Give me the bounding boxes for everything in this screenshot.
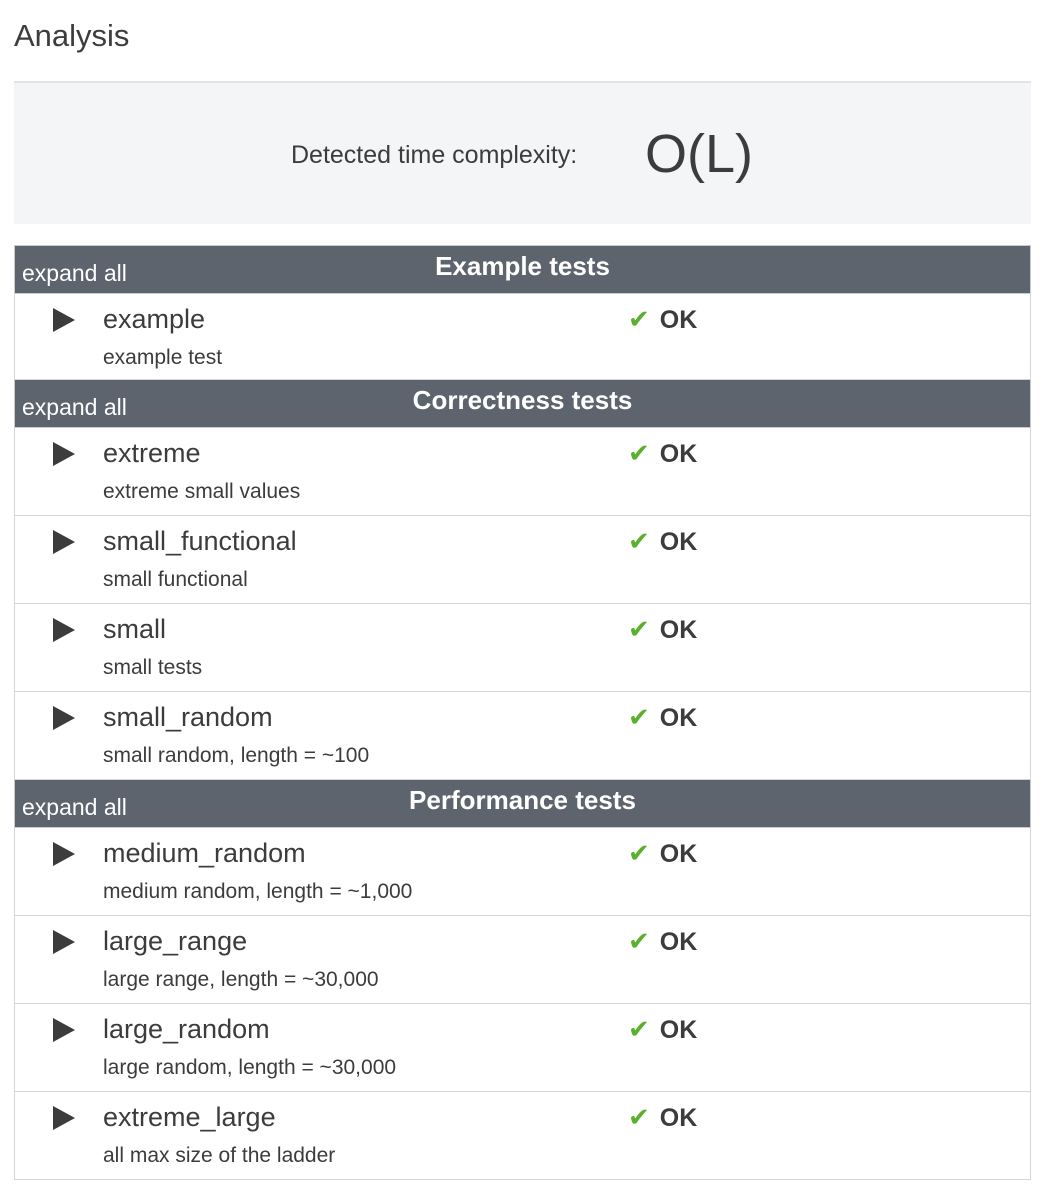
test-status — [628, 700, 697, 735]
group-header-example-tests — [15, 246, 1031, 294]
test-status — [628, 612, 697, 647]
group-header-performance-tests — [15, 780, 1031, 828]
group-header-correctness-tests — [15, 380, 1031, 428]
expand-triangle-icon[interactable] — [53, 842, 75, 866]
status-label: OK — [659, 440, 698, 468]
test-row[interactable] — [15, 828, 1031, 916]
check-icon: ✔ — [628, 838, 650, 868]
status-label: OK — [659, 1104, 698, 1132]
expand-triangle-icon[interactable] — [53, 1106, 75, 1130]
test-description: large random, length = ~30,000 — [103, 1056, 397, 1079]
test-description: small functional — [103, 568, 248, 591]
expand-all-link[interactable]: expand all — [22, 260, 127, 286]
check-icon: ✔ — [628, 526, 650, 556]
expand-triangle-icon[interactable] — [53, 530, 75, 554]
test-row[interactable] — [15, 428, 1031, 516]
status-label: OK — [659, 1016, 698, 1044]
test-status — [628, 836, 697, 871]
test-description: example test — [103, 346, 223, 369]
expand-triangle-icon[interactable] — [53, 1018, 75, 1042]
test-row[interactable] — [15, 916, 1031, 1004]
group-title: Performance tests — [409, 785, 636, 815]
test-name[interactable]: example — [103, 304, 206, 334]
test-row[interactable] — [15, 516, 1031, 604]
test-row[interactable] — [15, 294, 1031, 380]
test-status — [628, 436, 697, 471]
test-name[interactable]: large_range — [103, 926, 248, 956]
status-label: OK — [659, 306, 698, 334]
test-description: small tests — [103, 656, 203, 679]
complexity-value: O(L) — [645, 124, 753, 184]
status-label: OK — [659, 704, 698, 732]
check-icon: ✔ — [628, 304, 650, 334]
expand-triangle-icon[interactable] — [53, 930, 75, 954]
test-name[interactable]: extreme — [103, 438, 201, 468]
test-description: large range, length = ~30,000 — [103, 968, 379, 991]
status-label: OK — [659, 528, 698, 556]
test-status — [628, 924, 697, 959]
test-row[interactable] — [15, 604, 1031, 692]
check-icon: ✔ — [628, 614, 650, 644]
test-name[interactable]: small_functional — [103, 526, 297, 556]
status-label: OK — [659, 840, 698, 868]
check-icon: ✔ — [628, 438, 650, 468]
test-status — [628, 524, 697, 559]
group-title: Example tests — [435, 251, 610, 281]
test-results-table — [14, 245, 1031, 1180]
expand-all-link[interactable]: expand all — [22, 794, 127, 820]
test-row[interactable] — [15, 1092, 1031, 1180]
check-icon: ✔ — [628, 926, 650, 956]
status-label: OK — [659, 616, 698, 644]
test-row[interactable] — [15, 692, 1031, 780]
test-name[interactable]: small — [103, 614, 167, 644]
test-description: small random, length = ~100 — [103, 744, 370, 767]
expand-triangle-icon[interactable] — [53, 618, 75, 642]
expand-triangle-icon[interactable] — [53, 308, 75, 332]
expand-triangle-icon[interactable] — [53, 706, 75, 730]
status-label: OK — [659, 928, 698, 956]
test-description: extreme small values — [103, 480, 301, 503]
test-name[interactable]: medium_random — [103, 838, 306, 868]
test-row[interactable] — [15, 1004, 1031, 1092]
test-status — [628, 1100, 697, 1135]
expand-triangle-icon[interactable] — [53, 442, 75, 466]
check-icon: ✔ — [628, 702, 650, 732]
expand-all-link[interactable]: expand all — [22, 394, 127, 420]
complexity-label: Detected time complexity: — [291, 141, 578, 169]
test-name[interactable]: large_random — [103, 1014, 270, 1044]
check-icon: ✔ — [628, 1102, 650, 1132]
test-description: all max size of the ladder — [103, 1144, 336, 1167]
test-name[interactable]: small_random — [103, 702, 273, 732]
group-title: Correctness tests — [412, 385, 633, 415]
test-name[interactable]: extreme_large — [103, 1102, 276, 1132]
test-description: medium random, length = ~1,000 — [103, 880, 413, 903]
check-icon: ✔ — [628, 1014, 650, 1044]
test-status — [628, 302, 697, 337]
page-title: Analysis — [14, 18, 130, 53]
test-status — [628, 1012, 697, 1047]
